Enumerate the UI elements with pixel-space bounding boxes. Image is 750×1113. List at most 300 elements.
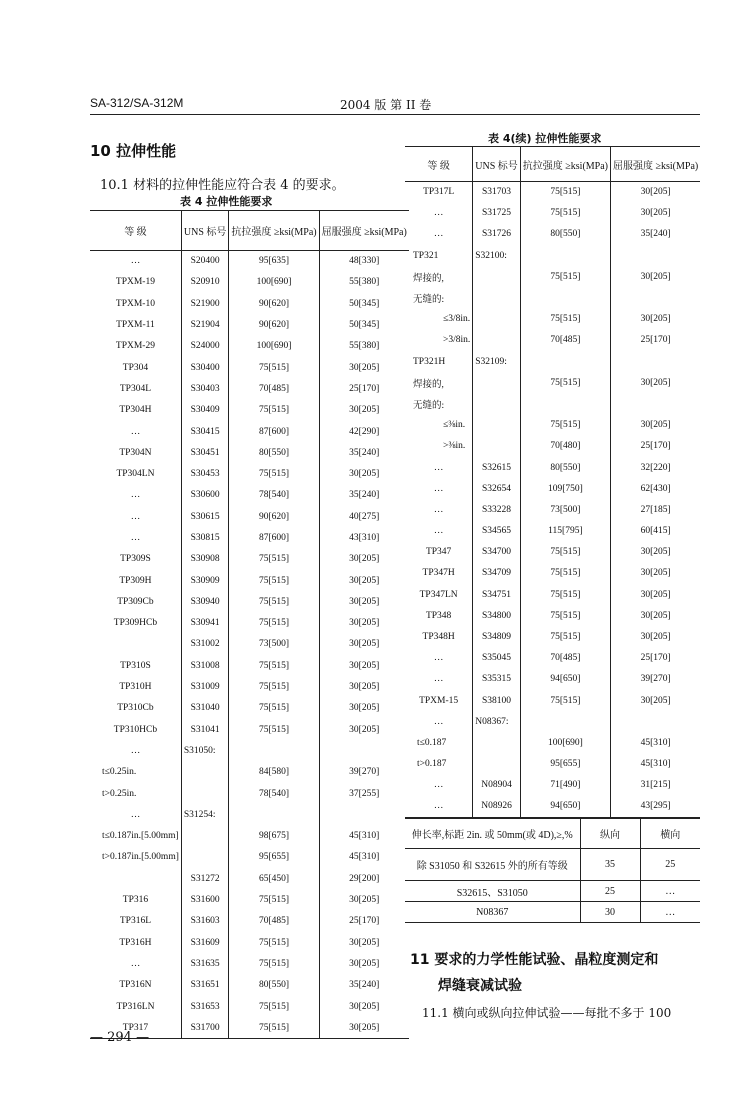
cell-yield: 25[170] <box>319 378 409 399</box>
cell-uns <box>473 393 521 414</box>
cell-yield: 48[330] <box>319 251 409 272</box>
cell-yield: 30[205] <box>611 182 701 203</box>
cell-uns: N08367: <box>473 711 521 732</box>
cell-grade: t≤0.187in.[5.00mm] <box>102 831 179 842</box>
cell-grade: … <box>130 745 141 756</box>
table-row <box>405 266 700 287</box>
table-row <box>90 740 409 761</box>
cell-uns: S32109: <box>473 351 521 372</box>
cell-tensile: 80[550] <box>520 224 610 245</box>
cell-grade: ≤⅜in. <box>443 420 466 431</box>
cell-yield: 30[205] <box>611 542 701 563</box>
table-row <box>405 584 700 605</box>
elongation-value: 30 <box>580 902 640 923</box>
section-11-1-text: 11.1 横向或纵向拉伸试验——每批不多于 100 <box>422 1006 672 1020</box>
cell-grade: … <box>433 208 444 219</box>
cell-uns: S31703 <box>473 182 521 203</box>
cell-grade: TP304H <box>119 405 152 416</box>
cell-uns: S31008 <box>181 655 229 676</box>
table-row <box>90 549 409 570</box>
cell-tensile: 75[515] <box>520 563 610 584</box>
cell-tensile: 75[515] <box>520 203 610 224</box>
cell-uns <box>181 783 229 804</box>
cell-tensile: 75[515] <box>229 719 319 740</box>
table-row <box>90 378 409 399</box>
cell-tensile: 90[620] <box>229 293 319 314</box>
cell-tensile <box>229 740 319 761</box>
cell-uns: S30909 <box>181 570 229 591</box>
table-row <box>405 754 700 775</box>
cell-yield: 32[220] <box>611 457 701 478</box>
cell-uns <box>181 826 229 847</box>
section-11-title-line1: 11 要求的力学性能试验、晶粒度测定和 <box>410 952 659 968</box>
cell-grade: TPXM-10 <box>115 298 155 309</box>
cell-grade: … <box>405 796 473 817</box>
cell-uns <box>473 330 521 351</box>
elongation-grade: 除 S31050 和 S32615 外的所有等级 <box>405 849 580 881</box>
table-row <box>405 224 700 245</box>
cell-grade: t≤0.25in. <box>102 767 137 778</box>
cell-yield: 29[200] <box>319 868 409 889</box>
cell-grade: TP316H <box>119 937 152 948</box>
cell-grade: TP347 <box>425 547 452 558</box>
elongation-header-row <box>405 819 700 849</box>
cell-tensile: 75[515] <box>229 613 319 634</box>
cell-uns: S31651 <box>181 975 229 996</box>
cell-uns: S20400 <box>181 251 229 272</box>
cell-grade: TP304 <box>122 362 149 373</box>
elongation-row <box>405 849 700 881</box>
cont-col-uns: UNS 标号 <box>473 147 521 182</box>
cell-yield: 35[240] <box>319 485 409 506</box>
cell-uns: S31002 <box>181 634 229 655</box>
cell-grade: … <box>433 526 444 537</box>
cell-yield: 30[205] <box>319 570 409 591</box>
cell-uns: S30451 <box>181 442 229 463</box>
col-uns: UNS 标号 <box>181 211 229 251</box>
cell-yield: 30[205] <box>319 932 409 953</box>
table-row <box>90 719 409 740</box>
cell-uns: N08904 <box>473 775 521 796</box>
cell-tensile: 75[515] <box>520 372 610 393</box>
cell-tensile: 75[515] <box>229 1017 319 1038</box>
cont-col-grade: 等 级 <box>405 147 473 182</box>
table-4-caption: 表 4 拉伸性能要求 <box>180 195 273 208</box>
table-row <box>405 775 700 796</box>
table-row <box>405 796 700 817</box>
cell-grade: … <box>433 674 444 685</box>
cell-yield: 30[205] <box>611 584 701 605</box>
table-row <box>405 563 700 584</box>
cell-tensile: 75[515] <box>520 542 610 563</box>
cell-uns: S34800 <box>473 605 521 626</box>
cell-yield: 30[205] <box>319 676 409 697</box>
table-row <box>405 330 700 351</box>
cell-tensile: 70[485] <box>520 648 610 669</box>
col-yield: 屈服强度 ≥ksi(MPa) <box>319 211 409 251</box>
cell-uns <box>181 847 229 868</box>
cell-tensile: 80[550] <box>520 457 610 478</box>
cell-grade: TP309H <box>119 575 152 586</box>
table-row <box>90 357 409 378</box>
table-row <box>90 400 409 421</box>
cell-tensile: 95[655] <box>229 847 319 868</box>
table-row <box>405 605 700 626</box>
cell-yield <box>611 287 701 308</box>
cell-tensile: 100[690] <box>229 336 319 357</box>
table-row <box>90 996 409 1017</box>
elongation-value: 25 <box>640 849 700 881</box>
table-row <box>405 309 700 330</box>
cell-uns: S32100: <box>473 245 521 266</box>
table-row <box>405 732 700 753</box>
elongation-value: … <box>640 881 700 902</box>
cell-uns: S30815 <box>181 527 229 548</box>
elongation-grade: N08367 <box>405 902 580 923</box>
table-row <box>90 889 409 910</box>
table-row <box>90 698 409 719</box>
cell-uns: S31600 <box>181 889 229 910</box>
cell-yield: 25[170] <box>611 436 701 457</box>
cell-yield: 45[310] <box>611 732 701 753</box>
cell-grade: … <box>130 511 141 522</box>
cell-yield: 30[205] <box>319 634 409 655</box>
cell-grade: TP310S <box>120 660 151 671</box>
cell-yield: 30[205] <box>319 719 409 740</box>
cell-grade: ≤3/8in. <box>443 314 471 325</box>
table-row <box>90 613 409 634</box>
cell-tensile: 75[515] <box>229 549 319 570</box>
cell-tensile: 90[620] <box>229 506 319 527</box>
cell-yield: 62[430] <box>611 478 701 499</box>
cell-yield: 50[345] <box>319 293 409 314</box>
table-row <box>90 463 409 484</box>
cell-tensile: 115[795] <box>520 521 610 542</box>
cont-col-yield: 屈服强度 ≥ksi(MPa) <box>611 147 701 182</box>
cell-uns <box>473 372 521 393</box>
cell-uns: S20910 <box>181 272 229 293</box>
cell-yield: 43[295] <box>611 796 701 817</box>
cell-grade: … <box>130 256 141 267</box>
elongation-value: … <box>640 902 700 923</box>
cell-grade: TP347LN <box>419 589 458 600</box>
section-11-title <box>410 947 658 999</box>
cell-grade: TP304N <box>119 447 152 458</box>
cell-tensile: 84[580] <box>229 762 319 783</box>
cell-grade: >⅜in. <box>443 441 466 452</box>
cell-uns: S30940 <box>181 591 229 612</box>
cell-grade: TP317L <box>423 187 455 198</box>
table-row <box>405 669 700 690</box>
table-row <box>405 287 700 308</box>
cell-grade: TP309HCb <box>113 618 158 629</box>
table-row <box>90 272 409 293</box>
table-4-cont <box>405 146 700 818</box>
cell-yield: 35[240] <box>319 975 409 996</box>
table-row <box>90 570 409 591</box>
cell-uns: S34700 <box>473 542 521 563</box>
cell-yield: 30[205] <box>319 591 409 612</box>
cell-tensile: 73[500] <box>520 499 610 520</box>
table-row <box>90 314 409 335</box>
cell-tensile: 75[515] <box>229 953 319 974</box>
elongation-body <box>405 819 700 923</box>
cell-tensile <box>520 287 610 308</box>
cell-tensile: 75[515] <box>229 357 319 378</box>
cell-uns: S30615 <box>181 506 229 527</box>
cell-tensile: 75[515] <box>520 605 610 626</box>
cell-grade: TP304LN <box>116 469 155 480</box>
table-row <box>90 847 409 868</box>
cell-tensile: 75[515] <box>229 889 319 910</box>
cell-tensile <box>520 245 610 266</box>
cell-uns: S32615 <box>473 457 521 478</box>
cell-grade: … <box>433 780 444 791</box>
cell-uns: S31050: <box>181 740 229 761</box>
cell-tensile: 70[485] <box>229 911 319 932</box>
cell-grade: TP310Cb <box>117 703 154 714</box>
cell-yield: 30[205] <box>319 889 409 910</box>
cell-grade: t>0.187in.[5.00mm] <box>102 852 179 863</box>
cell-yield: 30[205] <box>611 690 701 711</box>
cell-yield: 30[205] <box>611 203 701 224</box>
table-row <box>90 506 409 527</box>
cell-yield: 27[185] <box>611 499 701 520</box>
cell-grade: t>0.187 <box>417 759 447 770</box>
col-grade: 等 级 <box>90 211 181 251</box>
cell-grade: TP316L <box>119 916 151 927</box>
table-row <box>405 478 700 499</box>
cell-grade <box>90 868 181 889</box>
cell-yield: 39[270] <box>611 669 701 690</box>
cell-yield: 45[310] <box>319 847 409 868</box>
table-row <box>405 203 700 224</box>
cell-uns: S30453 <box>181 463 229 484</box>
table-row <box>90 442 409 463</box>
table-row <box>90 783 409 804</box>
cell-uns: S30600 <box>181 485 229 506</box>
cell-uns: N08926 <box>473 796 521 817</box>
table-row <box>405 648 700 669</box>
table-row <box>90 634 409 655</box>
cell-uns <box>473 415 521 436</box>
cell-tensile: 71[490] <box>520 775 610 796</box>
elongation-value: 35 <box>580 849 640 881</box>
table-4-cont-body <box>405 182 700 818</box>
cell-yield: 30[205] <box>319 400 409 421</box>
cell-uns: S38100 <box>473 690 521 711</box>
cell-grade <box>90 634 181 655</box>
elongation-grade: S32615、S31050 <box>405 881 580 902</box>
table-row <box>405 351 700 372</box>
cell-tensile: 100[690] <box>520 732 610 753</box>
table-row <box>90 826 409 847</box>
cell-tensile: 65[450] <box>229 868 319 889</box>
cell-tensile: 87[600] <box>229 527 319 548</box>
cell-grade: TP316 <box>122 895 149 906</box>
cell-tensile: 73[500] <box>229 634 319 655</box>
table-row <box>90 336 409 357</box>
cell-uns: S33228 <box>473 499 521 520</box>
table-row <box>405 436 700 457</box>
cell-uns: S32654 <box>473 478 521 499</box>
table-row <box>90 591 409 612</box>
table-4-cont-caption: 表 4(续) 拉伸性能要求 <box>488 132 602 145</box>
table-row <box>90 485 409 506</box>
elongation-longitudinal: 纵向 <box>580 819 640 849</box>
cell-yield <box>611 245 701 266</box>
cell-tensile: 90[620] <box>229 314 319 335</box>
cell-yield: 30[205] <box>319 549 409 570</box>
cell-tensile <box>520 711 610 732</box>
cell-uns: S30409 <box>181 400 229 421</box>
cell-tensile: 95[635] <box>229 251 319 272</box>
cell-uns: S21904 <box>181 314 229 335</box>
section-10-title: 10 拉伸性能 <box>90 142 177 160</box>
cell-tensile: 78[540] <box>229 783 319 804</box>
cell-yield: 30[205] <box>319 655 409 676</box>
cell-yield: 50[345] <box>319 314 409 335</box>
table-4 <box>90 210 409 1039</box>
cell-yield: 30[205] <box>611 626 701 647</box>
cell-tensile: 95[655] <box>520 754 610 775</box>
cell-tensile: 94[650] <box>520 796 610 817</box>
cell-yield <box>611 351 701 372</box>
cell-uns: S30415 <box>181 421 229 442</box>
cell-tensile <box>520 393 610 414</box>
cell-grade: TP321 <box>413 250 439 261</box>
table-row <box>90 932 409 953</box>
cell-yield: 39[270] <box>319 762 409 783</box>
cell-uns: S30400 <box>181 357 229 378</box>
cell-grade: TPXM-29 <box>115 341 155 352</box>
elongation-table <box>405 818 700 923</box>
table-row <box>405 393 700 414</box>
cell-tensile: 75[515] <box>229 932 319 953</box>
col-tensile: 抗拉强度 ≥ksi(MPa) <box>229 211 319 251</box>
table-row <box>405 499 700 520</box>
cell-yield: 45[310] <box>319 826 409 847</box>
elongation-label: 伸长率,标距 2in. 或 50mm(或 4D),≥,% <box>405 819 580 849</box>
cell-tensile <box>229 804 319 825</box>
cell-uns <box>473 732 521 753</box>
cell-uns: S35045 <box>473 648 521 669</box>
table-row <box>405 690 700 711</box>
cell-yield: 55[380] <box>319 272 409 293</box>
cell-grade: TP310H <box>119 682 152 693</box>
cell-uns: S30908 <box>181 549 229 570</box>
cell-grade: t>0.25in. <box>102 788 137 799</box>
cell-uns: S31272 <box>181 868 229 889</box>
cell-tensile: 75[515] <box>520 584 610 605</box>
cell-grade: 无缝的: <box>413 295 445 306</box>
table-row <box>90 293 409 314</box>
cell-uns <box>473 754 521 775</box>
cell-grade: t≤0.187 <box>417 737 447 748</box>
table-row <box>405 711 700 732</box>
cell-yield: 30[205] <box>611 372 701 393</box>
table-row <box>90 421 409 442</box>
cell-uns: S31040 <box>181 698 229 719</box>
table-row <box>90 804 409 825</box>
cell-tensile: 94[650] <box>520 669 610 690</box>
cell-tensile: 75[515] <box>229 655 319 676</box>
cell-uns <box>473 266 521 287</box>
table-4-body <box>90 251 409 1039</box>
cell-grade: … <box>433 504 444 515</box>
cell-yield: 35[240] <box>611 224 701 245</box>
cell-tensile: 75[515] <box>520 182 610 203</box>
cell-tensile: 80[550] <box>229 975 319 996</box>
cell-grade: … <box>433 653 444 664</box>
running-header-edition: 2004 版 第 II 卷 <box>340 98 432 112</box>
cell-grade: TP309S <box>120 554 151 565</box>
table-row <box>405 372 700 393</box>
cell-yield: 42[290] <box>319 421 409 442</box>
cell-yield: 35[240] <box>319 442 409 463</box>
table-row <box>90 975 409 996</box>
cell-grade: 焊接的, <box>413 379 444 390</box>
cell-tensile: 75[515] <box>229 463 319 484</box>
cell-yield: 30[205] <box>319 463 409 484</box>
cell-tensile: 75[515] <box>229 698 319 719</box>
elongation-row <box>405 881 700 902</box>
running-header-spec: SA-312/SA-312M <box>90 96 184 110</box>
cell-yield: 30[205] <box>611 266 701 287</box>
table-row <box>90 527 409 548</box>
cell-yield: 31[215] <box>611 775 701 796</box>
cell-uns: S24000 <box>181 336 229 357</box>
cell-tensile: 70[480] <box>520 436 610 457</box>
cell-yield <box>319 740 409 761</box>
cell-yield: 37[255] <box>319 783 409 804</box>
cell-tensile: 75[515] <box>229 676 319 697</box>
page-number: — 294 — <box>90 1030 150 1045</box>
cell-grade: … <box>130 490 141 501</box>
header-rule <box>90 114 700 115</box>
table-row <box>90 251 409 272</box>
cell-uns: S31041 <box>181 719 229 740</box>
section-11-title-line2: 焊缝衰减试验 <box>438 978 522 994</box>
elongation-value: 25 <box>580 881 640 902</box>
table-row <box>405 415 700 436</box>
cell-tensile: 75[515] <box>229 591 319 612</box>
cell-uns: S31009 <box>181 676 229 697</box>
elongation-row <box>405 902 700 923</box>
cell-grade: >3/8in. <box>443 335 471 346</box>
cell-tensile: 75[515] <box>229 570 319 591</box>
cell-yield: 30[205] <box>611 563 701 584</box>
cell-tensile: 75[515] <box>520 415 610 436</box>
cell-yield: 43[310] <box>319 527 409 548</box>
cell-yield: 30[205] <box>319 996 409 1017</box>
cell-tensile: 109[750] <box>520 478 610 499</box>
cell-uns: S30941 <box>181 613 229 634</box>
cell-uns: S31700 <box>181 1017 229 1038</box>
cell-grade: TP348 <box>425 610 452 621</box>
table-row <box>405 521 700 542</box>
table-row <box>405 182 700 203</box>
cell-tensile: 75[515] <box>229 996 319 1017</box>
cell-uns: S31653 <box>181 996 229 1017</box>
cell-uns: S31726 <box>473 224 521 245</box>
table-row <box>405 626 700 647</box>
cell-tensile: 75[515] <box>520 626 610 647</box>
cell-yield: 40[275] <box>319 506 409 527</box>
table-row <box>405 457 700 478</box>
cell-tensile: 75[515] <box>520 690 610 711</box>
cell-grade: TP316LN <box>116 1001 155 1012</box>
